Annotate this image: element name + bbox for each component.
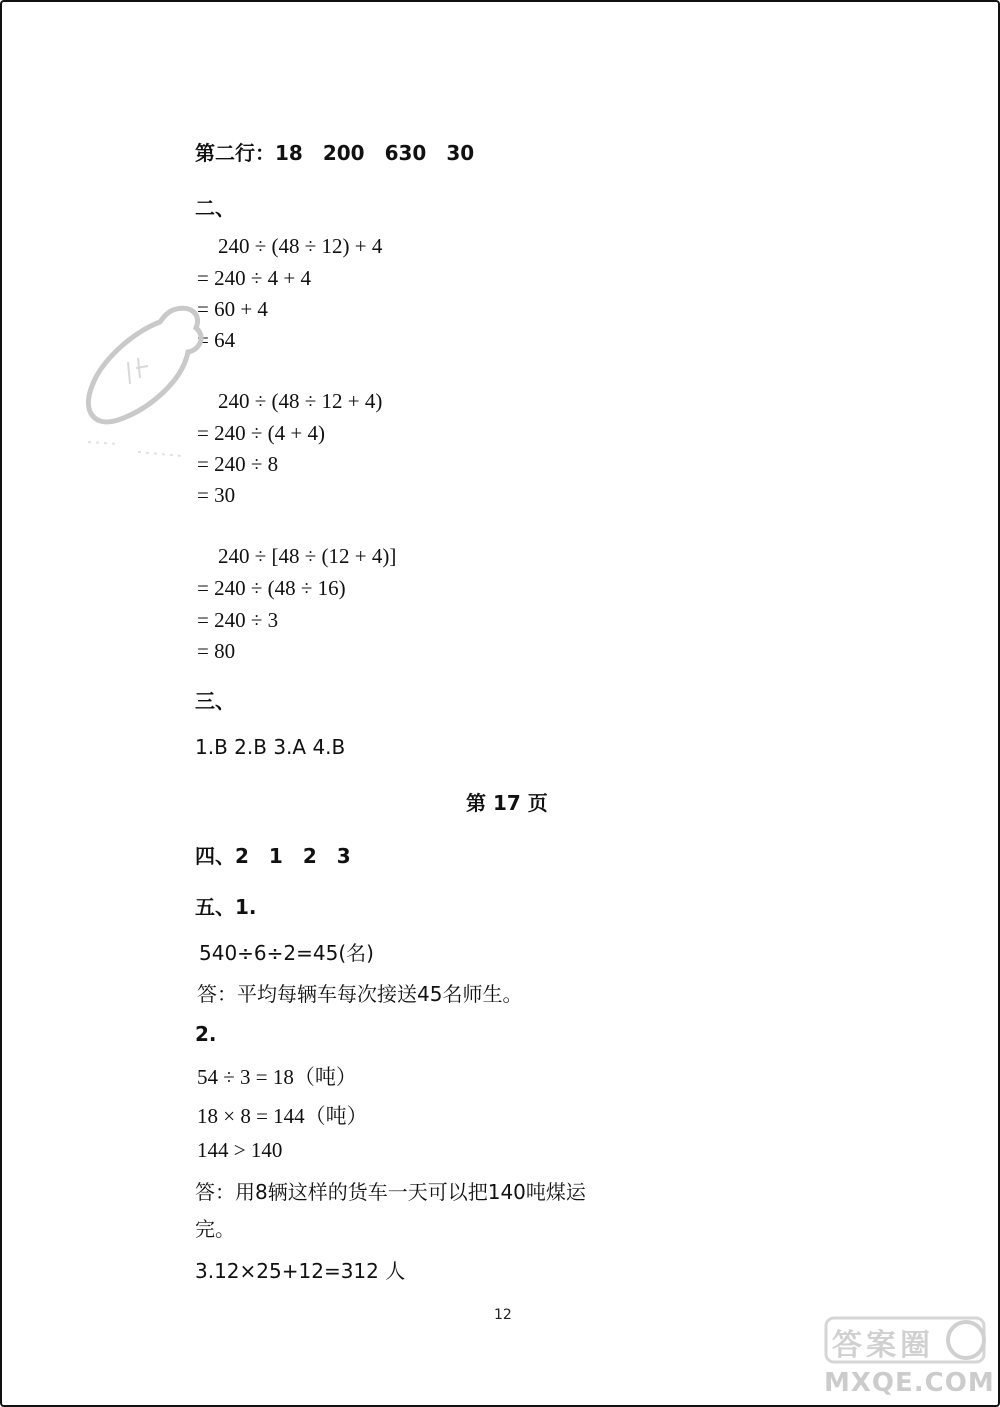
q2-answer-line-1: 答：用8辆这样的货车一天可以把140吨煤运 — [195, 1180, 586, 1204]
page-heading: 第 17 页 — [466, 791, 548, 815]
calc-1-line-3: = 60 + 4 — [197, 297, 268, 321]
q1-answer: 答：平均每辆车每次接送45名师生。 — [197, 982, 523, 1006]
section-4-line: 四、2 1 2 3 — [195, 844, 351, 868]
calc-3-line-1: 240 ÷ [48 ÷ (12 + 4)] — [218, 544, 397, 568]
section-5-heading: 五、1. — [195, 895, 257, 919]
q2-calc-line-2: 18 × 8 = 144（吨） — [197, 1104, 368, 1128]
row2-line: 第二行：18 200 630 30 — [195, 141, 475, 165]
q2-calc-line-1: 54 ÷ 3 = 18（吨） — [197, 1065, 357, 1089]
section-2-heading: 二、 — [195, 196, 235, 220]
stamp-mark — [78, 292, 208, 482]
calc-2-line-3: = 240 ÷ 8 — [197, 452, 279, 476]
q3-line: 3.12×25+12=312 人 — [195, 1259, 406, 1283]
q1-calculation: 540÷6÷2=45(名) — [199, 941, 374, 965]
calc-1-line-4: = 64 — [197, 328, 236, 352]
calc-1-line-2: = 240 ÷ 4 + 4 — [197, 266, 311, 290]
calc-3-line-3: = 240 ÷ 3 — [197, 608, 279, 632]
watermark-text: MXQE.COM — [824, 1368, 995, 1398]
calc-2-line-2: = 240 ÷ (4 + 4) — [197, 421, 325, 445]
calc-2-line-4: = 30 — [197, 483, 236, 507]
calc-2-line-1: 240 ÷ (48 ÷ 12 + 4) — [218, 389, 383, 413]
calc-3-line-4: = 80 — [197, 639, 236, 663]
page-number: 12 — [494, 1307, 512, 1323]
watermark-logo-text: 答案圈 — [832, 1328, 934, 1363]
section-3-heading: 三、 — [195, 689, 235, 713]
section-3-answers: 1.B 2.B 3.A 4.B — [195, 735, 346, 759]
calc-3-line-2: = 240 ÷ (48 ÷ 16) — [197, 576, 346, 600]
q2-answer-line-2: 完。 — [195, 1217, 235, 1241]
q2-calc-line-3: 144 > 140 — [197, 1138, 283, 1162]
q2-label: 2. — [195, 1022, 217, 1046]
calc-1-line-1: 240 ÷ (48 ÷ 12) + 4 — [218, 234, 383, 258]
